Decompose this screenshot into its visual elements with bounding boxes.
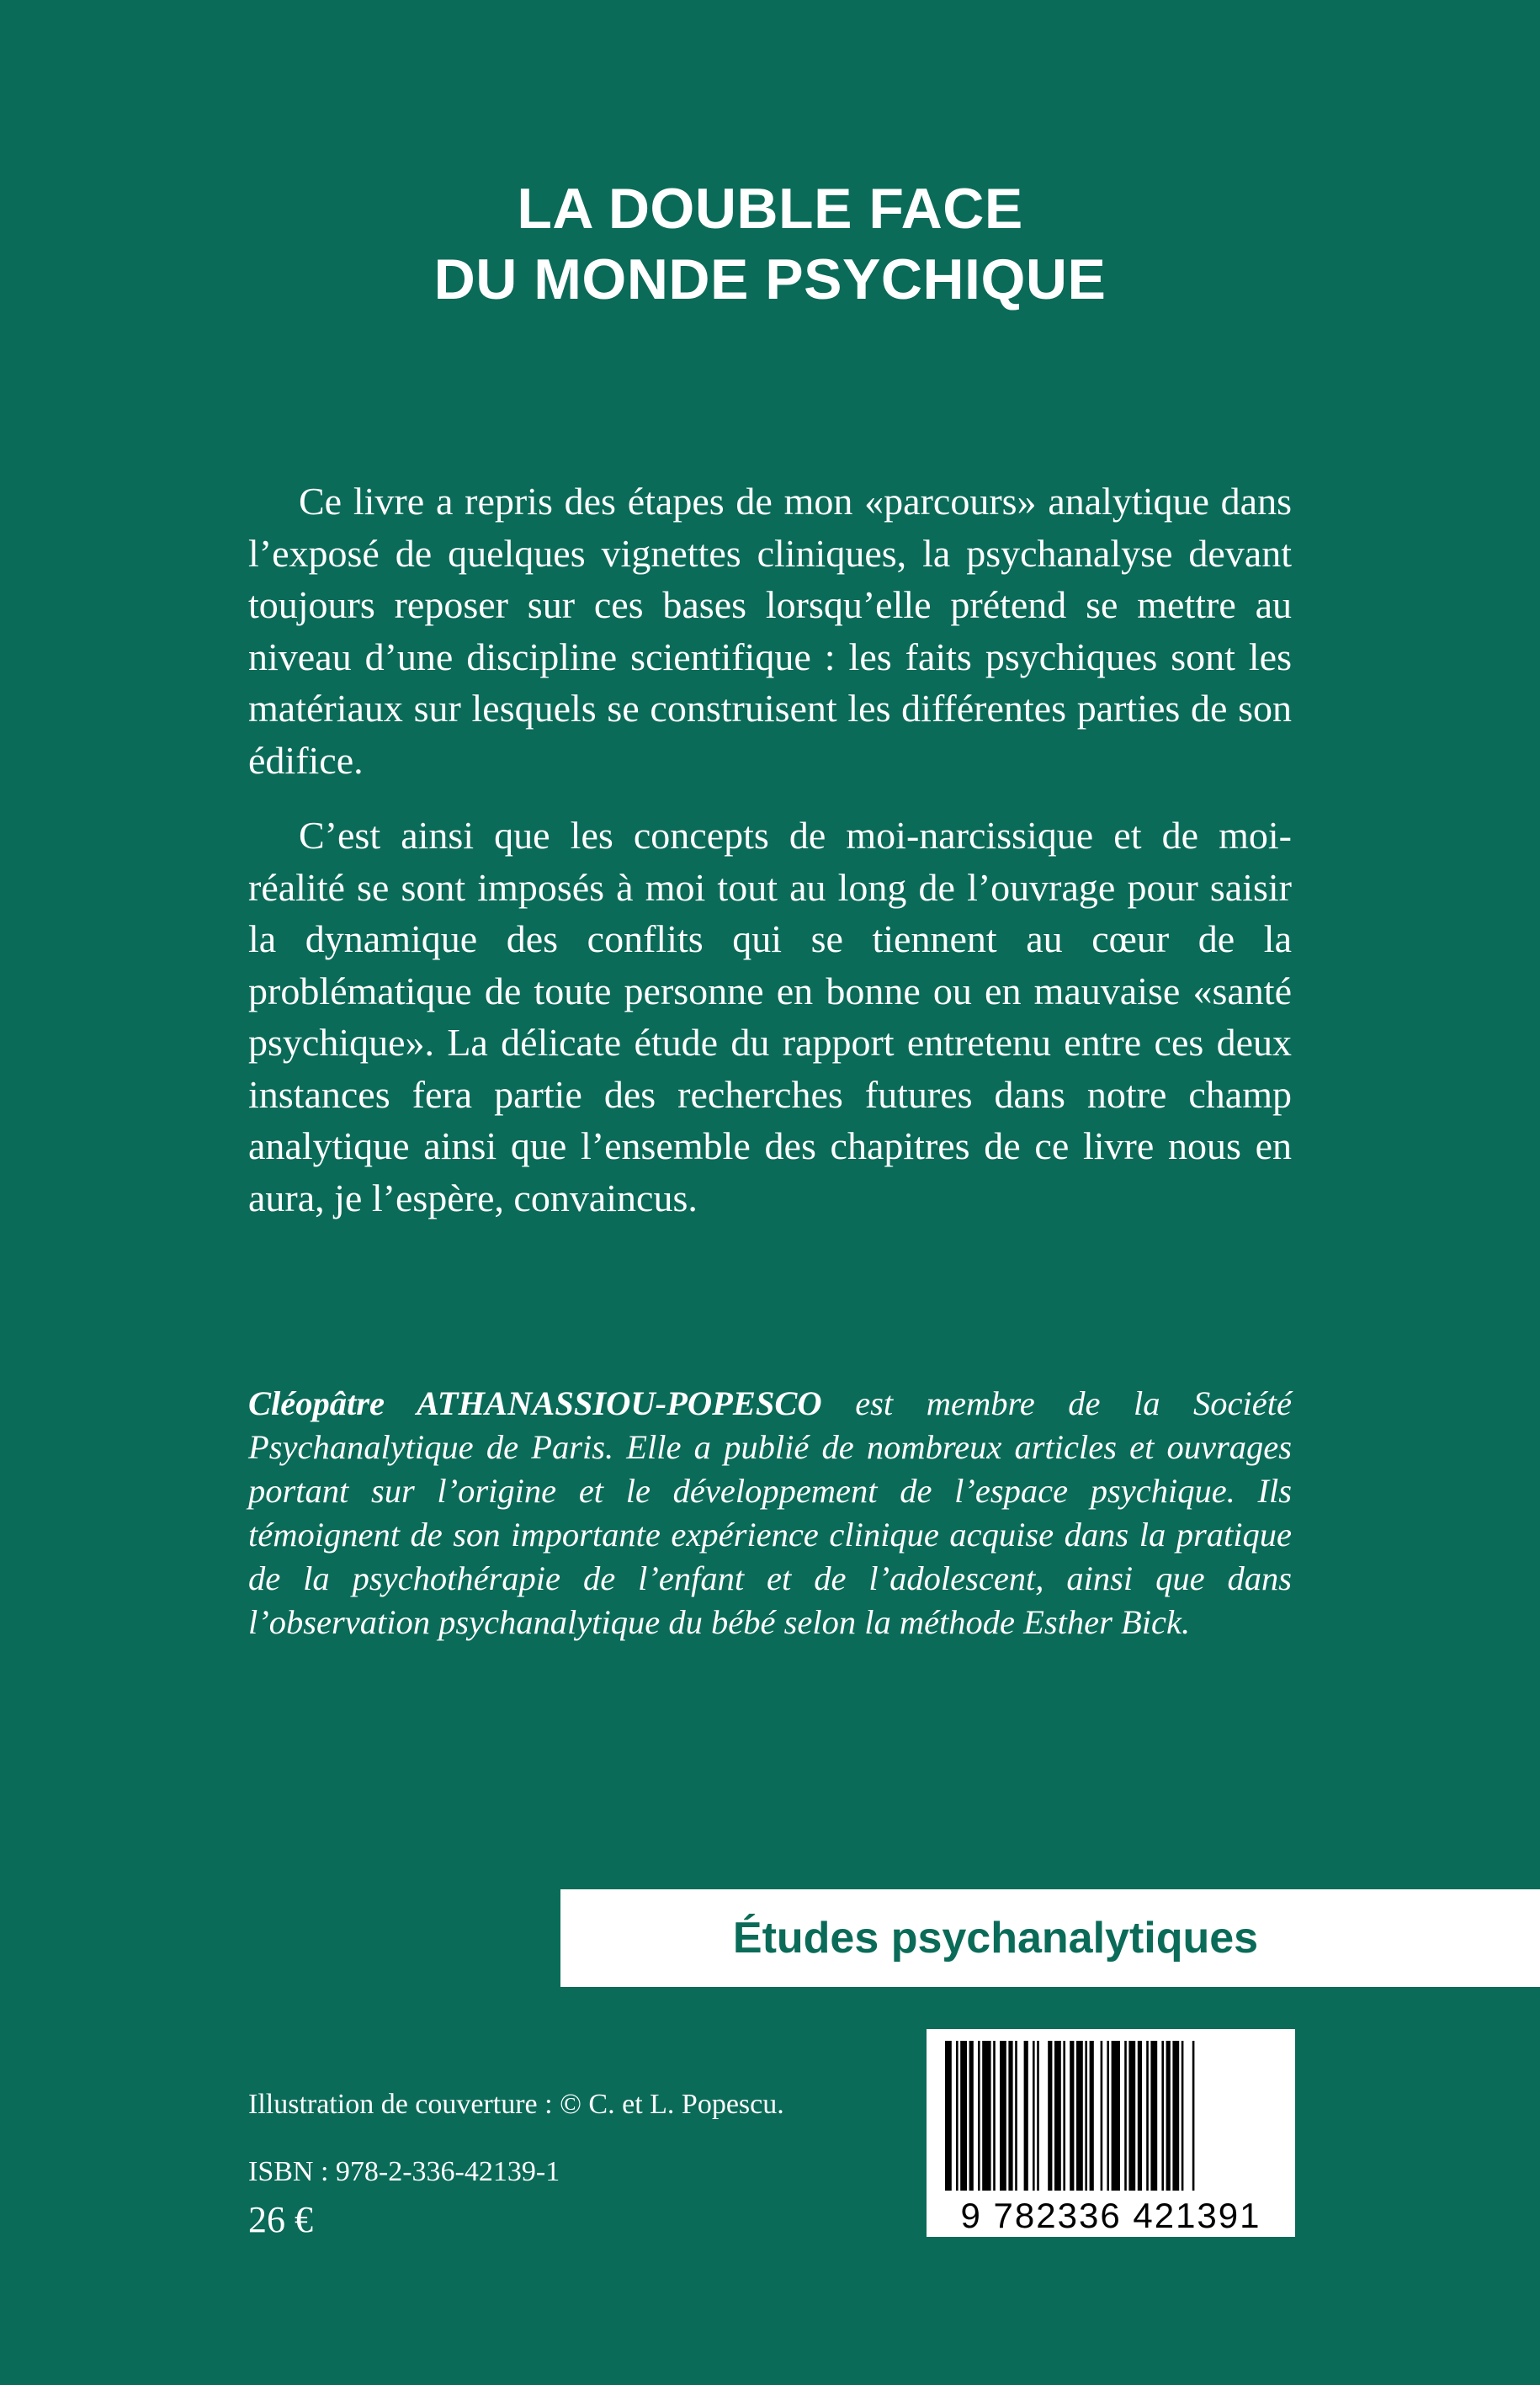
barcode-bar <box>1085 2041 1087 2191</box>
price: 26 € <box>248 2199 313 2240</box>
barcode-bar <box>1138 2041 1142 2191</box>
barcode-bar <box>945 2041 952 2191</box>
barcode-bar <box>993 2041 996 2191</box>
blurb-paragraph-1: Ce livre a repris des étapes de mon «parcours» analytique dans l’exposé de quelques vignettes cliniques, la psychanalyse devant toujours reposer sur ces bases lorsqu’elle prétend se mettre au niveau d’une discipline scientifique : les faits psychiques sont les matériaux sur lesquels se construisent les différentes parties de son édifice. <box>248 480 1292 782</box>
barcode-bar <box>1150 2041 1157 2191</box>
author-bio-text: est membre de la Société Psychanalytique de Paris. Elle a publié de nombreux articles et ouvrages portant sur l’origine et le développement de l’espace psychique. Ils témoignent de son importante expérience clinique acquise dans la pratique de la psychothérapie de l’enfant et de l’adolescent, ainsi que dans l’observation psychanalytique du bébé selon la méthode Esther Bick. <box>248 1384 1292 1641</box>
barcode-bar <box>1008 2041 1012 2191</box>
barcode-bar <box>1000 2041 1006 2191</box>
barcode-bar <box>956 2041 959 2191</box>
barcode-bar <box>1124 2041 1127 2191</box>
barcode-bar <box>1161 2041 1164 2191</box>
barcode-bar <box>1182 2041 1184 2191</box>
barcode-bar <box>1172 2041 1179 2191</box>
barcode-bar <box>1054 2041 1061 2191</box>
barcode-bar <box>1015 2041 1017 2191</box>
barcode-bar <box>1128 2041 1135 2191</box>
barcode-bar <box>1192 2041 1195 2191</box>
barcode-bar <box>1101 2041 1103 2191</box>
barcode-bar <box>1166 2041 1171 2191</box>
barcode-bar <box>1090 2041 1094 2191</box>
barcode-bar <box>1063 2041 1065 2191</box>
series-band <box>560 1889 1540 1987</box>
barcode <box>927 2029 1295 2237</box>
author-name: Cléopâtre ATHANASSIOU-POPESCO <box>248 1384 822 1422</box>
barcode-bar <box>969 2041 974 2191</box>
title-line-2: DU MONDE PSYCHIQUE <box>433 247 1107 311</box>
book-blurb <box>248 475 1292 1247</box>
barcode-bar <box>1048 2041 1052 2191</box>
cover-illustration-credit: Illustration de couverture : © C. et L. Popescu. <box>248 2089 784 2120</box>
barcode-bar <box>978 2041 980 2191</box>
barcode-bars <box>945 2041 1194 2191</box>
barcode-bar <box>1146 2041 1149 2191</box>
series-name: Études psychanalytiques <box>732 1914 1259 1963</box>
barcode-bar <box>1070 2041 1074 2191</box>
barcode-bar <box>1107 2041 1109 2191</box>
barcode-bar <box>982 2041 990 2191</box>
barcode-bar <box>1024 2041 1028 2191</box>
barcode-graphic <box>927 2029 1295 2237</box>
isbn: ISBN : 978-2-336-42139-1 <box>248 2156 560 2187</box>
author-bio <box>248 1382 1292 1644</box>
barcode-bar <box>1037 2041 1039 2191</box>
book-title <box>0 173 1540 315</box>
barcode-digits: 9 782336 421391 <box>960 2196 1261 2235</box>
title-line-1: LA DOUBLE FACE <box>517 177 1023 241</box>
barcode-bar <box>1033 2041 1035 2191</box>
barcode-bar <box>1076 2041 1083 2191</box>
barcode-bar <box>960 2041 967 2191</box>
blurb-paragraph-2: C’est ainsi que les concepts de moi-narcissique et de moi-réalité se sont imposés à moi tout au long de l’ouvrage pour saisir la dynamique des conflits qui se tiennent au cœur de la problématique de toute personne en bonne ou en mauvaise «santé psychique». La délicate étude du rapport entretenu entre ces deux instances fera partie des recherches futures dans notre champ analytique ainsi que l’ensemble des chapitres de ce livre nous en aura, je l’espère, convaincus. <box>248 814 1292 1219</box>
barcode-bar <box>1112 2041 1120 2191</box>
